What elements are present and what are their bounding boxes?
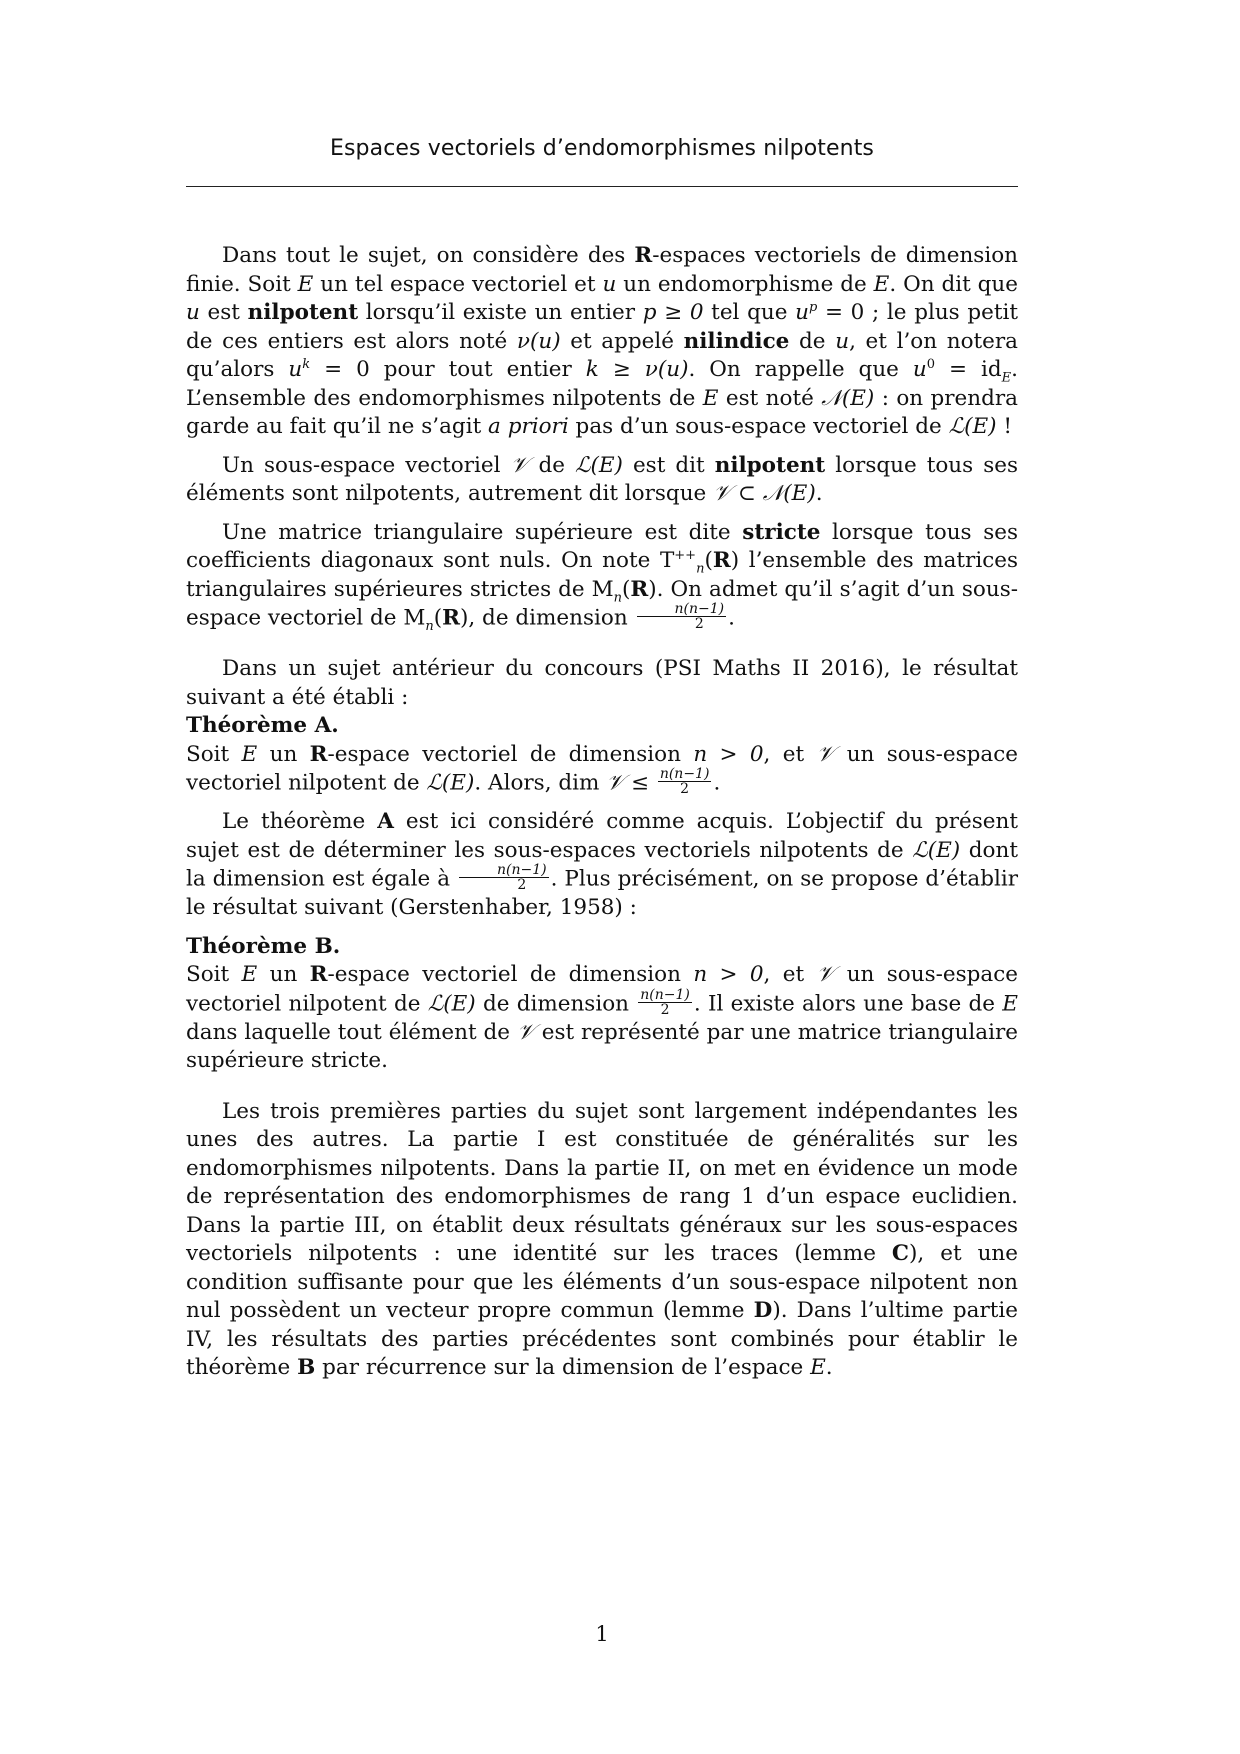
theorem-b-body: Soit E un R-espace vectoriel de dimension n > 0, et 𝒱 un sous-espace vectoriel nilpotent de ℒ(E) de dimension $\frac{n(n-1)}{2}$ . Il existe alors une base de E dans laquelle tout élément de 𝒱 est représenté par une matrice triangulaire supérieure stricte. bbox=[186, 962, 1018, 1073]
context-paragraph: Dans un sujet antérieur du concours (PSI Maths II 2016), le résultat suivant a été établi : bbox=[186, 656, 1018, 710]
theorem-a-title: Théorème A. bbox=[186, 713, 339, 738]
intro-paragraph-1: Dans tout le sujet, on considère des R-espaces vectoriels de dimension finie. Soit E un tel espace vectoriel et u un endomorphisme de E. On dit que u est nilpotent lorsqu’il existe un entier p ≥ 0 tel que $u^p = 0$ ; le plus petit de ces entiers est alors noté ν(u) et appelé nilindice de u, et l’on notera qu’alors $u^k = 0$ pour tout entier k ≥ ν(u). On rappelle que $u^0 = id_E$. L’ensemble des endomorphismes nilpotents de E est noté 𝒩(E) : on prendra garde au fait qu’il ne s’agit a priori pas d’un sous-espace vectoriel de ℒ(E) ! bbox=[186, 243, 1019, 439]
fraction: $\frac{n(n-1)}{2}$ bbox=[459, 863, 549, 892]
fraction: $\frac{n(n-1)}{2}$ bbox=[659, 766, 710, 797]
term-stricte: stricte bbox=[742, 519, 821, 545]
document-body bbox=[186, 242, 1018, 1393]
running-header: Espaces vectoriels d’endomorphismes nilpotents bbox=[330, 136, 874, 161]
objective-paragraph: Le théorème A est ici considéré comme acquis. L’objectif du présent sujet est de déterminer les sous-espaces vectoriels nilpotents de ℒ(E) dont la dimension est égale à $\frac{n(n-1)}{2}$ . Plus précisément, on se propose d’établir le résultat suivant (Gerstenhaber, 1958) : bbox=[186, 809, 1018, 920]
theorem-b-title: Théorème B. bbox=[186, 933, 341, 959]
term-nilpotent: nilpotent bbox=[247, 300, 359, 325]
fraction: $\frac{n(n-1)}{2}$ bbox=[637, 602, 727, 631]
header-rule bbox=[186, 186, 1018, 187]
term-nilindice: nilindice bbox=[683, 328, 790, 354]
page-number: 1 bbox=[595, 1622, 609, 1646]
intro-paragraph-3: Une matrice triangulaire supérieure est dite stricte lorsque tous ses coefficients diagonaux sont nuls. On note $T^{++}_n(R)$ l’ensemble des matrices triangulaires supérieures strictes de $M_n(R)$. On admet qu’il s’agit d’un sous-espace vectoriel de $M_n(R)$, de dimension $\frac{n(n-1)}{2}$ . bbox=[186, 519, 1019, 634]
theorem-a-body: Soit E un R-espace vectoriel de dimension n > 0, et 𝒱 un sous-espace vectoriel nilpotent de ℒ(E). Alors, dim 𝒱 ≤ $\frac{n(n-1)}{2}$ . bbox=[186, 741, 1018, 797]
intro-paragraph-2: Un sous-espace vectoriel 𝒱 de ℒ(E) est dit nilpotent lorsque tous ses éléments sont nilpotents, autrement dit lorsque 𝒱 ⊂ 𝒩(E). bbox=[186, 452, 1018, 506]
fraction: $\frac{n(n-1)}{2}$ bbox=[640, 986, 690, 1018]
term-nilpotent-subspace: nilpotent bbox=[714, 452, 826, 478]
outline-paragraph: Les trois premières parties du sujet sont largement indépendantes les unes des autres. La partie I est constituée de généralités sur les endomorphismes nilpotents. Dans la partie II, on met en évidence un mode de représentation des endomorphismes de rang 1 d’un espace euclidien. Dans la partie III, on établit deux résultats généraux sur les sous-espaces vectoriels nilpotents : une identité sur les traces (lemme C), et une condition suffisante pour que les éléments d’un sous-espace nilpotent non nul possèdent un vecteur propre commun (lemme D). Dans l’ultime partie IV, les résultats des parties précédentes sont combinés pour établir le théorème B par récurrence sur la dimension de l’espace E. bbox=[186, 1098, 1019, 1380]
